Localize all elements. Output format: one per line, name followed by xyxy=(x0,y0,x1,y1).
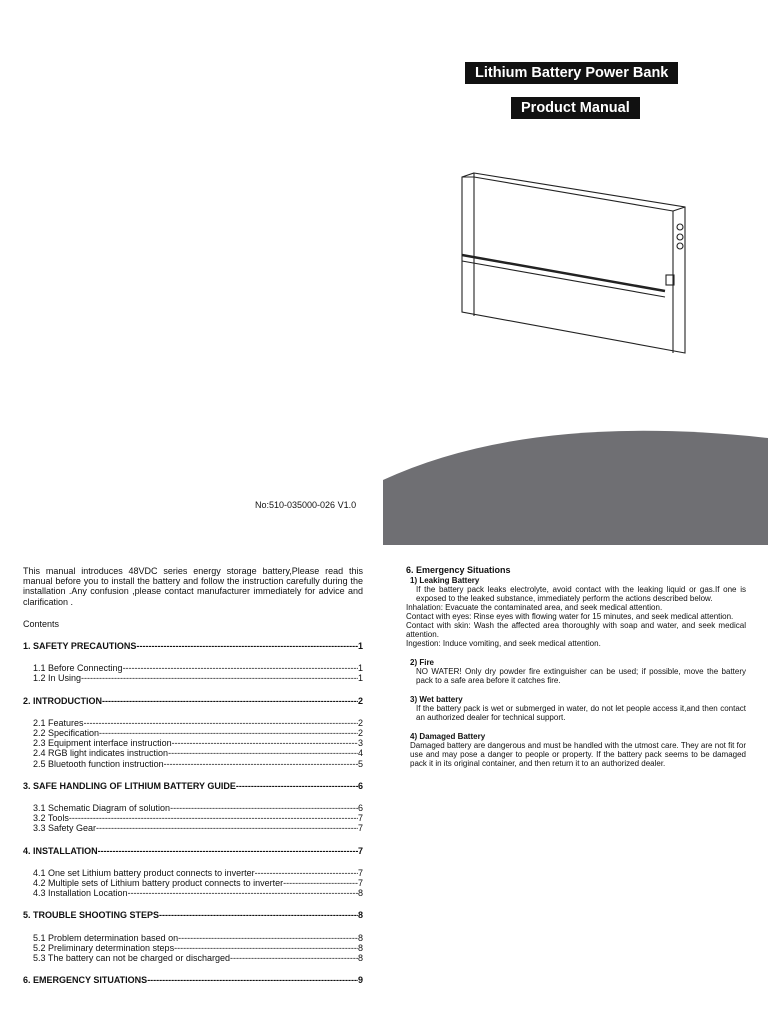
toc-subentry[interactable] xyxy=(23,759,363,769)
contents-heading: Contents xyxy=(23,618,60,629)
toc-page-number: 3 xyxy=(357,738,363,749)
toc-subentry[interactable] xyxy=(23,738,363,748)
damaged-battery-heading: 4) Damaged Battery xyxy=(410,732,486,741)
toc-section-5 xyxy=(23,910,363,963)
toc-page-number: 7 xyxy=(357,867,363,878)
toc-leader xyxy=(96,823,358,833)
toc-page-number: 9 xyxy=(357,975,363,986)
toc-leader xyxy=(159,910,358,920)
toc-subentry[interactable] xyxy=(23,933,363,943)
toc-page-number: 5 xyxy=(357,758,363,769)
toc-leader xyxy=(84,718,358,728)
toc-page-number: 2 xyxy=(357,695,363,706)
emergency-heading: 6. Emergency Situations xyxy=(406,565,511,575)
document-number: No:510-035000-026 V1.0 xyxy=(255,500,357,510)
wet-battery-text: If the battery pack is wet or submerged in water, do not let people access it,and then contact an authorized dealer for technical support. xyxy=(416,704,746,722)
toc-subentry[interactable] xyxy=(23,673,363,683)
toc-entry[interactable] xyxy=(23,846,363,856)
toc-page-number: 7 xyxy=(357,878,363,889)
ingestion-text: Ingestion: Induce vomiting, and seek medical attention. xyxy=(406,639,601,648)
toc-subentry[interactable] xyxy=(23,803,363,813)
left-column xyxy=(23,566,363,997)
toc-entry-title: 6. EMERGENCY SITUATIONS xyxy=(23,975,148,986)
toc-section-6 xyxy=(23,975,363,985)
toc-page-number: 8 xyxy=(357,888,363,899)
toc-leader xyxy=(283,878,358,888)
toc-leader xyxy=(69,813,358,823)
toc-page-number: 1 xyxy=(357,673,363,684)
damaged-battery-text: Damaged battery are dangerous and must be handled with the utmost care. They are not fit for use and may pose a danger to people or property. If the battery pack seems to be damaged pack it in its original container, and then return it to an authorized dealer. xyxy=(410,741,746,768)
toc-leader xyxy=(236,781,358,791)
toc-leader xyxy=(168,748,358,758)
toc-subentry[interactable] xyxy=(23,878,363,888)
toc-page-number: 6 xyxy=(357,780,363,791)
toc-page-number: 8 xyxy=(357,932,363,943)
toc-section-4 xyxy=(23,846,363,899)
toc-page-number: 2 xyxy=(357,717,363,728)
toc-leader xyxy=(164,759,358,769)
toc-page-number: 1 xyxy=(357,663,363,674)
toc-subentry[interactable] xyxy=(23,888,363,898)
toc-subentry[interactable] xyxy=(23,728,363,738)
toc-page-number: 7 xyxy=(357,845,363,856)
toc-entry[interactable] xyxy=(23,910,363,920)
toc-leader xyxy=(147,975,358,985)
toc-page-number: 1 xyxy=(357,641,363,652)
fire-text: NO WATER! Only dry powder fire extinguisher can be used; if possible, move the battery pack to a safe area before it catches fire. xyxy=(416,667,746,685)
toc-leader xyxy=(178,933,358,943)
toc-entry-title: 4. INSTALLATION xyxy=(23,845,98,856)
toc-section-3 xyxy=(23,781,363,834)
toc-page-number: 8 xyxy=(357,953,363,964)
toc-page-number: 8 xyxy=(357,910,363,921)
toc-entry-title: 4.3 Installation Location xyxy=(33,888,128,899)
toc-entry-title: 1.1 Before Connecting xyxy=(33,663,123,674)
toc-page-number: 6 xyxy=(357,803,363,814)
toc-leader xyxy=(128,888,358,898)
toc-entry-title: 1.2 In Using xyxy=(33,673,82,684)
leaking-battery-text: If the battery pack leaks electrolyte, avoid contact with the leaking liquid or gas.If one is exposed to the leaked substance, immediately perform the actions described below. xyxy=(416,585,746,603)
manual-title: Product Manual xyxy=(511,97,640,119)
toc-entry-title: 2.3 Equipment interface instruction xyxy=(33,738,172,749)
toc-leader xyxy=(172,738,358,748)
toc-entry-title: 4.1 One set Lithium battery product connects to inverter xyxy=(33,867,255,878)
toc-entry-title: 5.3 The battery can not be charged or discharged xyxy=(33,953,230,964)
toc-subentry[interactable] xyxy=(23,718,363,728)
toc-entry-title: 5.1 Problem determination based on xyxy=(33,932,179,943)
toc-leader xyxy=(174,943,358,953)
toc-leader xyxy=(81,673,358,683)
toc-subentry[interactable] xyxy=(23,943,363,953)
toc-subentry[interactable] xyxy=(23,823,363,833)
toc-entry-title: 4.2 Multiple sets of Lithium battery product connects to inverter xyxy=(33,878,284,889)
fire-heading: 2) Fire xyxy=(410,658,435,667)
toc-entry-title: 5.2 Preliminary determination steps xyxy=(33,942,175,953)
toc-section-2 xyxy=(23,696,363,769)
toc-entry-title: 2.1 Features xyxy=(33,717,84,728)
toc-leader xyxy=(170,803,358,813)
toc-entry[interactable] xyxy=(23,641,363,651)
intro-paragraph: This manual introduces 48VDC series energy storage battery,Please read this manual before you to install the battery and follow the instruction carefully during the installation .Any confusion ,please contact manufacturer immediately for advice and clarification . xyxy=(23,566,363,607)
toc-leader xyxy=(230,953,358,963)
toc-entry-title: 3.1 Schematic Diagram of solution xyxy=(33,803,171,814)
toc-entry-title: 3.2 Tools xyxy=(33,813,69,824)
toc-entry-title: 2.4 RGB light indicates instruction xyxy=(33,748,169,759)
wet-battery-heading: 3) Wet battery xyxy=(410,695,463,704)
toc-subentry[interactable] xyxy=(23,663,363,673)
toc-leader xyxy=(255,868,358,878)
toc-page-number: 7 xyxy=(357,823,363,834)
toc-subentry[interactable] xyxy=(23,813,363,823)
toc-entry-title: 2.2 Specification xyxy=(33,728,100,739)
toc-entry-title: 3. SAFE HANDLING OF LITHIUM BATTERY GUIDE xyxy=(23,780,236,791)
toc-entry-title: 2.5 Bluetooth function instruction xyxy=(33,758,164,769)
toc-subentry[interactable] xyxy=(23,953,363,963)
product-title: Lithium Battery Power Bank xyxy=(465,62,678,84)
eye-contact-text: Contact with eyes: Rinse eyes with flowing water for 15 minutes, and seek medical attention. xyxy=(406,612,734,621)
toc-page-number: 2 xyxy=(357,728,363,739)
toc-entry-title: 5. TROUBLE SHOOTING STEPS xyxy=(23,910,160,921)
toc-leader xyxy=(98,846,358,856)
toc-page-number: 7 xyxy=(357,813,363,824)
toc-entry[interactable] xyxy=(23,696,363,706)
toc-entry[interactable] xyxy=(23,975,363,985)
toc-section-1 xyxy=(23,641,363,684)
inhalation-text: Inhalation: Evacuate the contaminated area, and seek medical attention. xyxy=(406,603,663,612)
toc-leader xyxy=(136,641,358,651)
toc-entry-title: 2. INTRODUCTION xyxy=(23,695,103,706)
right-column xyxy=(406,566,746,768)
toc-page-number: 4 xyxy=(357,748,363,759)
toc-leader xyxy=(99,728,358,738)
toc-entry-title: 1. SAFETY PRECAUTIONS xyxy=(23,641,137,652)
skin-contact-text: Contact with skin: Wash the affected area thoroughly with soap and water, and seek medical attention. xyxy=(406,621,746,639)
leaking-battery-heading: 1) Leaking Battery xyxy=(410,576,480,585)
toc-subentry[interactable] xyxy=(23,748,363,758)
toc-page-number: 8 xyxy=(357,942,363,953)
toc-leader xyxy=(102,696,358,706)
toc-entry[interactable] xyxy=(23,781,363,791)
toc-entry-title: 3.3 Safety Gear xyxy=(33,823,97,834)
toc-leader xyxy=(123,663,358,673)
toc-subentry[interactable] xyxy=(23,868,363,878)
